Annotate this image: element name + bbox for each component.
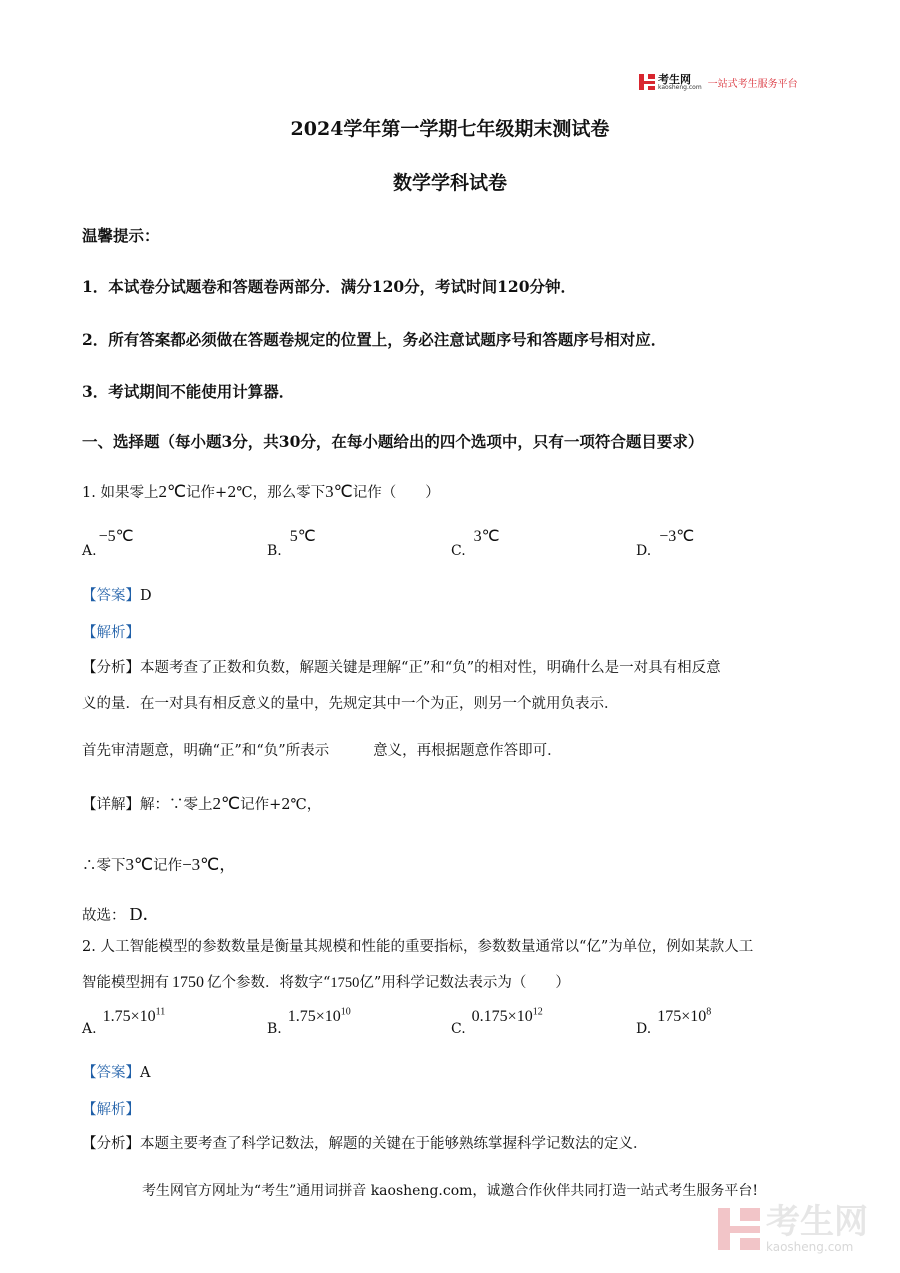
- q1-therefore: ∴零下3℃记作−3℃，: [82, 855, 237, 874]
- page-subtitle: 数学学科试卷: [392, 172, 507, 194]
- q2-option-b: $B.1.75\times 10^{10}$: [267, 1006, 351, 1037]
- kaosheng-watermark-icon: [718, 1208, 760, 1250]
- question-2-line-2: 智能模型拥有 1750 亿个参数．将数字“1750亿”用科学记数法表示为（ ）: [82, 974, 570, 991]
- q1-option-c: C.3℃: [451, 528, 500, 559]
- watermark-name: 考生网: [766, 1202, 868, 1242]
- q2-answer: 【答案】A: [82, 1065, 151, 1081]
- q1-option-b: B.5℃: [267, 528, 316, 559]
- notice-item-3: 3．考试期间不能使用计算器．: [82, 382, 295, 401]
- header-logo: [639, 72, 798, 92]
- logo-domain: kaosheng.com: [658, 83, 702, 91]
- notice-item-1: 1．本试卷分试题卷和答题卷两部分．满分120分，考试时间120分钟．: [82, 277, 576, 296]
- notice-heading: 温馨提示：: [82, 226, 160, 245]
- q1-analysis-line-2: 义的量．在一对具有相反意义的量中，先规定其中一个为正，则另一个就用负表示．: [82, 696, 619, 712]
- q1-answer: 【答案】D: [82, 588, 152, 604]
- q2-option-a: $A.1.75\times 10^{11}$: [82, 1006, 166, 1037]
- page-title: 2024学年第一学期七年级期末测试卷: [290, 118, 610, 140]
- q2-option-c: $C.0.175\times 10^{12}$: [451, 1006, 543, 1037]
- watermark-logo: [718, 1202, 868, 1254]
- q1-analysis-line-3: 首先审清题意，明确“正”和“负”所表示 意义，再根据题意作答即可．: [82, 743, 562, 759]
- q1-analysis-line-1: 【分析】本题考查了正数和负数，解题关键是理解“正”和“负”的相对性，明确什么是一对具有相反意: [82, 660, 721, 676]
- q1-option-a: A.−5℃: [82, 528, 134, 559]
- q1-detail: 【详解】解：∵零上2℃记作+2℃，: [82, 794, 322, 813]
- logo-slogan: 一站式考生服务平台: [707, 78, 798, 90]
- q1-choose: 故选： D．: [82, 904, 161, 924]
- footer-text: 考生网官方网址为“考生”通用词拼音 kaosheng.com，诚邀合作伙伴共同打造一站式考生服务平台!: [141, 1183, 759, 1199]
- watermark-domain: kaosheng.com: [766, 1240, 854, 1254]
- q2-analysis-tag: 【解析】: [82, 1102, 140, 1118]
- section-heading: 一、选择题（每小题3分，共30分，在每小题给出的四个选项中，只有一项符合题目要求）: [82, 432, 704, 451]
- logo-name: 考生网: [658, 72, 691, 86]
- q2-option-d: $D.175\times 10^8$: [636, 1006, 712, 1037]
- question-2-line-1: 2. 人工智能模型的参数数量是衡量其规模和性能的重要指标，参数数量通常以“亿”为单位，例如某款人工: [82, 939, 754, 955]
- notice-item-2: 2．所有答案都必须做在答题卷规定的位置上，务必注意试题序号和答题序号相对应．: [82, 330, 667, 349]
- q2-analysis-line-1: 【分析】本题主要考查了科学记数法，解题的关键在于能够熟练掌握科学记数法的定义．: [82, 1136, 648, 1152]
- question-1-stem: 1. 如果零上2℃记作+2℃，那么零下3℃记作（ ）: [82, 482, 440, 501]
- q1-analysis-tag: 【解析】: [82, 625, 140, 641]
- q1-option-d: D.−3℃: [636, 528, 695, 559]
- kaosheng-logo-icon: [639, 74, 655, 90]
